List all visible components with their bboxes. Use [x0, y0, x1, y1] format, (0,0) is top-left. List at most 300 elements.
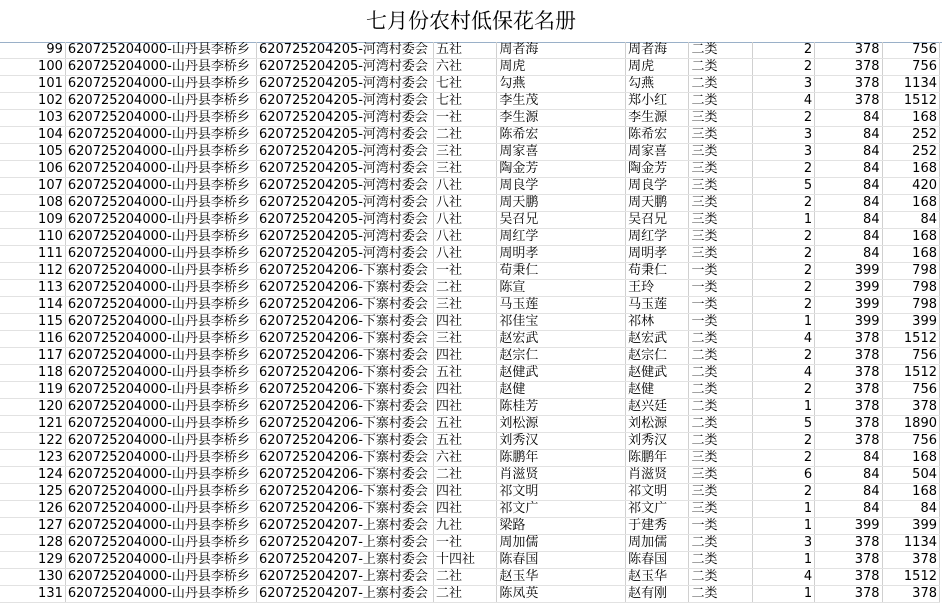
category-cell[interactable]: 二类 — [689, 331, 752, 348]
household-head-cell[interactable]: 马玉莲 — [497, 297, 626, 314]
village-cell[interactable]: 620725204205-河湾村委会 — [256, 144, 433, 161]
table-row[interactable] — [0, 110, 940, 127]
total-amount-cell[interactable]: 798 — [882, 297, 939, 314]
table-row[interactable] — [0, 382, 940, 399]
table-row[interactable] — [0, 263, 940, 280]
recipient-cell[interactable]: 周者海 — [626, 42, 689, 59]
standard-amount-cell[interactable]: 399 — [815, 280, 882, 297]
village-cell[interactable]: 620725204206-下寨村委会 — [256, 433, 433, 450]
recipient-cell[interactable]: 陈春国 — [626, 552, 689, 569]
township-cell[interactable]: 620725204000-山丹县李桥乡 — [65, 110, 256, 127]
village-cell[interactable]: 620725204206-下寨村委会 — [256, 263, 433, 280]
total-amount-cell[interactable]: 1512 — [882, 93, 939, 110]
standard-amount-cell[interactable]: 84 — [815, 161, 882, 178]
total-amount-cell[interactable]: 84 — [882, 212, 939, 229]
category-cell[interactable]: 二类 — [689, 382, 752, 399]
household-head-cell[interactable]: 赵宗仁 — [497, 348, 626, 365]
village-cell[interactable]: 620725204206-下寨村委会 — [256, 484, 433, 501]
row-number-cell[interactable]: 99 — [0, 42, 65, 59]
household-head-cell[interactable]: 陈鹏年 — [497, 450, 626, 467]
total-amount-cell[interactable]: 756 — [882, 348, 939, 365]
category-cell[interactable]: 二类 — [689, 42, 752, 59]
row-number-cell[interactable]: 125 — [0, 484, 65, 501]
group-cell[interactable]: 四社 — [434, 501, 497, 518]
group-cell[interactable]: 二社 — [434, 467, 497, 484]
table-row[interactable] — [0, 212, 940, 229]
row-number-cell[interactable]: 114 — [0, 297, 65, 314]
group-cell[interactable]: 三社 — [434, 144, 497, 161]
standard-amount-cell[interactable]: 378 — [815, 348, 882, 365]
total-amount-cell[interactable]: 399 — [882, 518, 939, 535]
recipient-cell[interactable]: 周红学 — [626, 229, 689, 246]
row-number-cell[interactable]: 111 — [0, 246, 65, 263]
table-row[interactable] — [0, 467, 940, 484]
total-amount-cell[interactable]: 756 — [882, 433, 939, 450]
township-cell[interactable]: 620725204000-山丹县李桥乡 — [65, 314, 256, 331]
household-head-cell[interactable]: 祁文明 — [497, 484, 626, 501]
household-head-cell[interactable]: 祁佳宝 — [497, 314, 626, 331]
township-cell[interactable]: 620725204000-山丹县李桥乡 — [65, 42, 256, 59]
table-row[interactable] — [0, 518, 940, 535]
household-size-cell[interactable]: 6 — [752, 467, 814, 484]
household-size-cell[interactable]: 2 — [752, 450, 814, 467]
standard-amount-cell[interactable]: 84 — [815, 501, 882, 518]
household-size-cell[interactable]: 1 — [752, 314, 814, 331]
recipient-cell[interactable]: 祁林 — [626, 314, 689, 331]
household-size-cell[interactable]: 2 — [752, 484, 814, 501]
township-cell[interactable]: 620725204000-山丹县李桥乡 — [65, 178, 256, 195]
township-cell[interactable]: 620725204000-山丹县李桥乡 — [65, 433, 256, 450]
household-size-cell[interactable]: 2 — [752, 263, 814, 280]
recipient-cell[interactable]: 马玉莲 — [626, 297, 689, 314]
household-head-cell[interactable]: 陈希宏 — [497, 127, 626, 144]
table-row[interactable] — [0, 569, 940, 586]
standard-amount-cell[interactable]: 399 — [815, 314, 882, 331]
household-head-cell[interactable]: 周明孝 — [497, 246, 626, 263]
row-number-cell[interactable]: 104 — [0, 127, 65, 144]
township-cell[interactable]: 620725204000-山丹县李桥乡 — [65, 93, 256, 110]
row-number-cell[interactable]: 126 — [0, 501, 65, 518]
total-amount-cell[interactable]: 252 — [882, 127, 939, 144]
standard-amount-cell[interactable]: 84 — [815, 127, 882, 144]
household-head-cell[interactable]: 肖滋贤 — [497, 467, 626, 484]
total-amount-cell[interactable]: 1134 — [882, 76, 939, 93]
table-row[interactable] — [0, 450, 940, 467]
total-amount-cell[interactable]: 1512 — [882, 569, 939, 586]
township-cell[interactable]: 620725204000-山丹县李桥乡 — [65, 263, 256, 280]
group-cell[interactable]: 二社 — [434, 569, 497, 586]
household-head-cell[interactable]: 周良学 — [497, 178, 626, 195]
standard-amount-cell[interactable]: 378 — [815, 365, 882, 382]
standard-amount-cell[interactable]: 378 — [815, 535, 882, 552]
household-size-cell[interactable]: 2 — [752, 433, 814, 450]
group-cell[interactable]: 六社 — [434, 450, 497, 467]
total-amount-cell[interactable]: 756 — [882, 59, 939, 76]
group-cell[interactable]: 八社 — [434, 178, 497, 195]
total-amount-cell[interactable]: 378 — [882, 399, 939, 416]
category-cell[interactable]: 二类 — [689, 569, 752, 586]
village-cell[interactable]: 620725204207-上寨村委会 — [256, 518, 433, 535]
group-cell[interactable]: 四社 — [434, 314, 497, 331]
household-size-cell[interactable]: 1 — [752, 586, 814, 603]
table-row[interactable] — [0, 535, 940, 552]
household-size-cell[interactable]: 3 — [752, 144, 814, 161]
group-cell[interactable]: 一社 — [434, 535, 497, 552]
row-number-cell[interactable]: 110 — [0, 229, 65, 246]
household-head-cell[interactable]: 陶金芳 — [497, 161, 626, 178]
group-cell[interactable]: 八社 — [434, 212, 497, 229]
category-cell[interactable]: 三类 — [689, 450, 752, 467]
township-cell[interactable]: 620725204000-山丹县李桥乡 — [65, 467, 256, 484]
total-amount-cell[interactable]: 1134 — [882, 535, 939, 552]
group-cell[interactable]: 四社 — [434, 348, 497, 365]
category-cell[interactable]: 一类 — [689, 297, 752, 314]
total-amount-cell[interactable]: 756 — [882, 42, 939, 59]
household-size-cell[interactable]: 1 — [752, 212, 814, 229]
row-number-cell[interactable]: 105 — [0, 144, 65, 161]
township-cell[interactable]: 620725204000-山丹县李桥乡 — [65, 348, 256, 365]
household-size-cell[interactable]: 1 — [752, 399, 814, 416]
group-cell[interactable]: 五社 — [434, 416, 497, 433]
row-number-cell[interactable]: 129 — [0, 552, 65, 569]
recipient-cell[interactable]: 刘秀汉 — [626, 433, 689, 450]
category-cell[interactable]: 三类 — [689, 212, 752, 229]
township-cell[interactable]: 620725204000-山丹县李桥乡 — [65, 365, 256, 382]
household-head-cell[interactable]: 勾燕 — [497, 76, 626, 93]
village-cell[interactable]: 620725204206-下寨村委会 — [256, 365, 433, 382]
row-number-cell[interactable]: 102 — [0, 93, 65, 110]
recipient-cell[interactable]: 周良学 — [626, 178, 689, 195]
row-number-cell[interactable]: 119 — [0, 382, 65, 399]
recipient-cell[interactable]: 刘松源 — [626, 416, 689, 433]
row-number-cell[interactable]: 118 — [0, 365, 65, 382]
row-number-cell[interactable]: 117 — [0, 348, 65, 365]
township-cell[interactable]: 620725204000-山丹县李桥乡 — [65, 518, 256, 535]
township-cell[interactable]: 620725204000-山丹县李桥乡 — [65, 569, 256, 586]
row-number-cell[interactable]: 113 — [0, 280, 65, 297]
standard-amount-cell[interactable]: 84 — [815, 467, 882, 484]
household-size-cell[interactable]: 3 — [752, 127, 814, 144]
standard-amount-cell[interactable]: 378 — [815, 331, 882, 348]
table-row[interactable] — [0, 484, 940, 501]
household-size-cell[interactable]: 2 — [752, 246, 814, 263]
village-cell[interactable]: 620725204205-河湾村委会 — [256, 110, 433, 127]
village-cell[interactable]: 620725204206-下寨村委会 — [256, 416, 433, 433]
village-cell[interactable]: 620725204207-上寨村委会 — [256, 569, 433, 586]
village-cell[interactable]: 620725204206-下寨村委会 — [256, 501, 433, 518]
category-cell[interactable]: 三类 — [689, 144, 752, 161]
total-amount-cell[interactable]: 168 — [882, 450, 939, 467]
total-amount-cell[interactable]: 756 — [882, 382, 939, 399]
row-number-cell[interactable]: 103 — [0, 110, 65, 127]
township-cell[interactable]: 620725204000-山丹县李桥乡 — [65, 212, 256, 229]
household-head-cell[interactable]: 吴召兄 — [497, 212, 626, 229]
household-size-cell[interactable]: 1 — [752, 518, 814, 535]
table-row[interactable] — [0, 297, 940, 314]
township-cell[interactable]: 620725204000-山丹县李桥乡 — [65, 297, 256, 314]
standard-amount-cell[interactable]: 84 — [815, 110, 882, 127]
household-head-cell[interactable]: 周天鹏 — [497, 195, 626, 212]
township-cell[interactable]: 620725204000-山丹县李桥乡 — [65, 586, 256, 603]
table-row[interactable] — [0, 127, 940, 144]
row-number-cell[interactable]: 130 — [0, 569, 65, 586]
standard-amount-cell[interactable]: 378 — [815, 42, 882, 59]
category-cell[interactable]: 二类 — [689, 535, 752, 552]
household-size-cell[interactable]: 5 — [752, 178, 814, 195]
household-head-cell[interactable]: 祁文广 — [497, 501, 626, 518]
village-cell[interactable]: 620725204206-下寨村委会 — [256, 297, 433, 314]
standard-amount-cell[interactable]: 84 — [815, 212, 882, 229]
table-row[interactable] — [0, 76, 940, 93]
household-size-cell[interactable]: 4 — [752, 569, 814, 586]
group-cell[interactable]: 十四社 — [434, 552, 497, 569]
category-cell[interactable]: 三类 — [689, 161, 752, 178]
total-amount-cell[interactable]: 798 — [882, 263, 939, 280]
total-amount-cell[interactable]: 168 — [882, 161, 939, 178]
standard-amount-cell[interactable]: 378 — [815, 93, 882, 110]
table-row[interactable] — [0, 144, 940, 161]
standard-amount-cell[interactable]: 378 — [815, 59, 882, 76]
category-cell[interactable]: 三类 — [689, 246, 752, 263]
group-cell[interactable]: 七社 — [434, 93, 497, 110]
category-cell[interactable]: 二类 — [689, 416, 752, 433]
village-cell[interactable]: 620725204205-河湾村委会 — [256, 246, 433, 263]
table-row[interactable] — [0, 501, 940, 518]
household-head-cell[interactable]: 赵健 — [497, 382, 626, 399]
category-cell[interactable]: 三类 — [689, 127, 752, 144]
table-row[interactable] — [0, 229, 940, 246]
total-amount-cell[interactable]: 168 — [882, 110, 939, 127]
household-head-cell[interactable]: 周家喜 — [497, 144, 626, 161]
township-cell[interactable]: 620725204000-山丹县李桥乡 — [65, 195, 256, 212]
table-row[interactable] — [0, 93, 940, 110]
household-head-cell[interactable]: 刘秀汉 — [497, 433, 626, 450]
recipient-cell[interactable]: 赵宏武 — [626, 331, 689, 348]
recipient-cell[interactable]: 周虎 — [626, 59, 689, 76]
standard-amount-cell[interactable]: 84 — [815, 144, 882, 161]
recipient-cell[interactable]: 陶金芳 — [626, 161, 689, 178]
group-cell[interactable]: 一社 — [434, 110, 497, 127]
group-cell[interactable]: 八社 — [434, 246, 497, 263]
category-cell[interactable]: 三类 — [689, 195, 752, 212]
row-number-cell[interactable]: 107 — [0, 178, 65, 195]
township-cell[interactable]: 620725204000-山丹县李桥乡 — [65, 76, 256, 93]
category-cell[interactable]: 三类 — [689, 110, 752, 127]
household-head-cell[interactable]: 陈凤英 — [497, 586, 626, 603]
table-row[interactable] — [0, 586, 940, 603]
household-head-cell[interactable]: 陈春国 — [497, 552, 626, 569]
township-cell[interactable]: 620725204000-山丹县李桥乡 — [65, 280, 256, 297]
household-head-cell[interactable]: 周者海 — [497, 42, 626, 59]
standard-amount-cell[interactable]: 399 — [815, 297, 882, 314]
township-cell[interactable]: 620725204000-山丹县李桥乡 — [65, 59, 256, 76]
township-cell[interactable]: 620725204000-山丹县李桥乡 — [65, 331, 256, 348]
recipient-cell[interactable]: 周明孝 — [626, 246, 689, 263]
standard-amount-cell[interactable]: 378 — [815, 76, 882, 93]
village-cell[interactable]: 620725204205-河湾村委会 — [256, 59, 433, 76]
table-row[interactable] — [0, 246, 940, 263]
total-amount-cell[interactable]: 798 — [882, 280, 939, 297]
group-cell[interactable]: 三社 — [434, 161, 497, 178]
township-cell[interactable]: 620725204000-山丹县李桥乡 — [65, 127, 256, 144]
household-size-cell[interactable]: 2 — [752, 110, 814, 127]
standard-amount-cell[interactable]: 378 — [815, 433, 882, 450]
standard-amount-cell[interactable]: 399 — [815, 518, 882, 535]
group-cell[interactable]: 八社 — [434, 195, 497, 212]
township-cell[interactable]: 620725204000-山丹县李桥乡 — [65, 144, 256, 161]
township-cell[interactable]: 620725204000-山丹县李桥乡 — [65, 484, 256, 501]
standard-amount-cell[interactable]: 84 — [815, 450, 882, 467]
township-cell[interactable]: 620725204000-山丹县李桥乡 — [65, 552, 256, 569]
table-row[interactable] — [0, 161, 940, 178]
total-amount-cell[interactable]: 252 — [882, 144, 939, 161]
group-cell[interactable]: 六社 — [434, 59, 497, 76]
township-cell[interactable]: 620725204000-山丹县李桥乡 — [65, 501, 256, 518]
category-cell[interactable]: 三类 — [689, 484, 752, 501]
category-cell[interactable]: 一类 — [689, 263, 752, 280]
recipient-cell[interactable]: 王玲 — [626, 280, 689, 297]
table-row[interactable] — [0, 178, 940, 195]
row-number-cell[interactable]: 122 — [0, 433, 65, 450]
total-amount-cell[interactable]: 1890 — [882, 416, 939, 433]
recipient-cell[interactable]: 赵健武 — [626, 365, 689, 382]
group-cell[interactable]: 四社 — [434, 399, 497, 416]
village-cell[interactable]: 620725204206-下寨村委会 — [256, 450, 433, 467]
standard-amount-cell[interactable]: 84 — [815, 484, 882, 501]
village-cell[interactable]: 620725204206-下寨村委会 — [256, 399, 433, 416]
table-row[interactable] — [0, 399, 940, 416]
township-cell[interactable]: 620725204000-山丹县李桥乡 — [65, 246, 256, 263]
household-size-cell[interactable]: 2 — [752, 42, 814, 59]
total-amount-cell[interactable]: 399 — [882, 314, 939, 331]
household-size-cell[interactable]: 2 — [752, 161, 814, 178]
row-number-cell[interactable]: 101 — [0, 76, 65, 93]
household-size-cell[interactable]: 2 — [752, 59, 814, 76]
household-size-cell[interactable]: 4 — [752, 93, 814, 110]
total-amount-cell[interactable]: 168 — [882, 484, 939, 501]
row-number-cell[interactable]: 124 — [0, 467, 65, 484]
group-cell[interactable]: 九社 — [434, 518, 497, 535]
category-cell[interactable]: 二类 — [689, 399, 752, 416]
total-amount-cell[interactable]: 378 — [882, 552, 939, 569]
group-cell[interactable]: 五社 — [434, 365, 497, 382]
row-number-cell[interactable]: 128 — [0, 535, 65, 552]
household-size-cell[interactable]: 2 — [752, 280, 814, 297]
category-cell[interactable]: 一类 — [689, 518, 752, 535]
village-cell[interactable]: 620725204205-河湾村委会 — [256, 93, 433, 110]
standard-amount-cell[interactable]: 378 — [815, 416, 882, 433]
township-cell[interactable]: 620725204000-山丹县李桥乡 — [65, 229, 256, 246]
household-size-cell[interactable]: 2 — [752, 297, 814, 314]
standard-amount-cell[interactable]: 84 — [815, 178, 882, 195]
village-cell[interactable]: 620725204206-下寨村委会 — [256, 382, 433, 399]
household-head-cell[interactable]: 李生源 — [497, 110, 626, 127]
township-cell[interactable]: 620725204000-山丹县李桥乡 — [65, 450, 256, 467]
row-number-cell[interactable]: 120 — [0, 399, 65, 416]
category-cell[interactable]: 二类 — [689, 365, 752, 382]
table-row[interactable] — [0, 314, 940, 331]
recipient-cell[interactable]: 祁文广 — [626, 501, 689, 518]
standard-amount-cell[interactable]: 378 — [815, 382, 882, 399]
category-cell[interactable]: 一类 — [689, 280, 752, 297]
village-cell[interactable]: 620725204205-河湾村委会 — [256, 195, 433, 212]
recipient-cell[interactable]: 赵有刚 — [626, 586, 689, 603]
total-amount-cell[interactable]: 168 — [882, 229, 939, 246]
category-cell[interactable]: 二类 — [689, 552, 752, 569]
standard-amount-cell[interactable]: 378 — [815, 552, 882, 569]
table-row[interactable] — [0, 348, 940, 365]
total-amount-cell[interactable]: 504 — [882, 467, 939, 484]
standard-amount-cell[interactable]: 84 — [815, 246, 882, 263]
category-cell[interactable]: 二类 — [689, 76, 752, 93]
row-number-cell[interactable]: 100 — [0, 59, 65, 76]
household-head-cell[interactable]: 赵健武 — [497, 365, 626, 382]
recipient-cell[interactable]: 陈鹏年 — [626, 450, 689, 467]
table-row[interactable] — [0, 552, 940, 569]
row-number-cell[interactable]: 123 — [0, 450, 65, 467]
category-cell[interactable]: 二类 — [689, 59, 752, 76]
household-size-cell[interactable]: 2 — [752, 195, 814, 212]
table-row[interactable] — [0, 416, 940, 433]
total-amount-cell[interactable]: 1512 — [882, 365, 939, 382]
village-cell[interactable]: 620725204205-河湾村委会 — [256, 178, 433, 195]
recipient-cell[interactable]: 赵玉华 — [626, 569, 689, 586]
group-cell[interactable]: 四社 — [434, 382, 497, 399]
row-number-cell[interactable]: 108 — [0, 195, 65, 212]
recipient-cell[interactable]: 于建秀 — [626, 518, 689, 535]
recipient-cell[interactable]: 周家喜 — [626, 144, 689, 161]
household-size-cell[interactable]: 1 — [752, 501, 814, 518]
household-size-cell[interactable]: 1 — [752, 552, 814, 569]
table-row[interactable] — [0, 365, 940, 382]
village-cell[interactable]: 620725204205-河湾村委会 — [256, 42, 433, 59]
household-head-cell[interactable]: 李生茂 — [497, 93, 626, 110]
group-cell[interactable]: 一社 — [434, 263, 497, 280]
standard-amount-cell[interactable]: 84 — [815, 195, 882, 212]
category-cell[interactable]: 三类 — [689, 178, 752, 195]
recipient-cell[interactable]: 苟秉仁 — [626, 263, 689, 280]
category-cell[interactable]: 三类 — [689, 229, 752, 246]
standard-amount-cell[interactable]: 378 — [815, 586, 882, 603]
village-cell[interactable]: 620725204205-河湾村委会 — [256, 76, 433, 93]
row-number-cell[interactable]: 106 — [0, 161, 65, 178]
group-cell[interactable]: 二社 — [434, 586, 497, 603]
recipient-cell[interactable]: 李生源 — [626, 110, 689, 127]
table-row[interactable] — [0, 59, 940, 76]
category-cell[interactable]: 二类 — [689, 586, 752, 603]
group-cell[interactable]: 二社 — [434, 127, 497, 144]
household-head-cell[interactable]: 赵宏武 — [497, 331, 626, 348]
township-cell[interactable]: 620725204000-山丹县李桥乡 — [65, 161, 256, 178]
village-cell[interactable]: 620725204205-河湾村委会 — [256, 212, 433, 229]
category-cell[interactable]: 二类 — [689, 433, 752, 450]
standard-amount-cell[interactable]: 84 — [815, 229, 882, 246]
recipient-cell[interactable]: 祁文明 — [626, 484, 689, 501]
township-cell[interactable]: 620725204000-山丹县李桥乡 — [65, 399, 256, 416]
household-size-cell[interactable]: 2 — [752, 382, 814, 399]
recipient-cell[interactable]: 周加儒 — [626, 535, 689, 552]
household-head-cell[interactable]: 赵玉华 — [497, 569, 626, 586]
recipient-cell[interactable]: 勾燕 — [626, 76, 689, 93]
recipient-cell[interactable]: 肖滋贤 — [626, 467, 689, 484]
total-amount-cell[interactable]: 84 — [882, 501, 939, 518]
standard-amount-cell[interactable]: 399 — [815, 263, 882, 280]
recipient-cell[interactable]: 周天鹏 — [626, 195, 689, 212]
total-amount-cell[interactable]: 378 — [882, 586, 939, 603]
household-head-cell[interactable]: 周虎 — [497, 59, 626, 76]
township-cell[interactable]: 620725204000-山丹县李桥乡 — [65, 535, 256, 552]
village-cell[interactable]: 620725204205-河湾村委会 — [256, 161, 433, 178]
